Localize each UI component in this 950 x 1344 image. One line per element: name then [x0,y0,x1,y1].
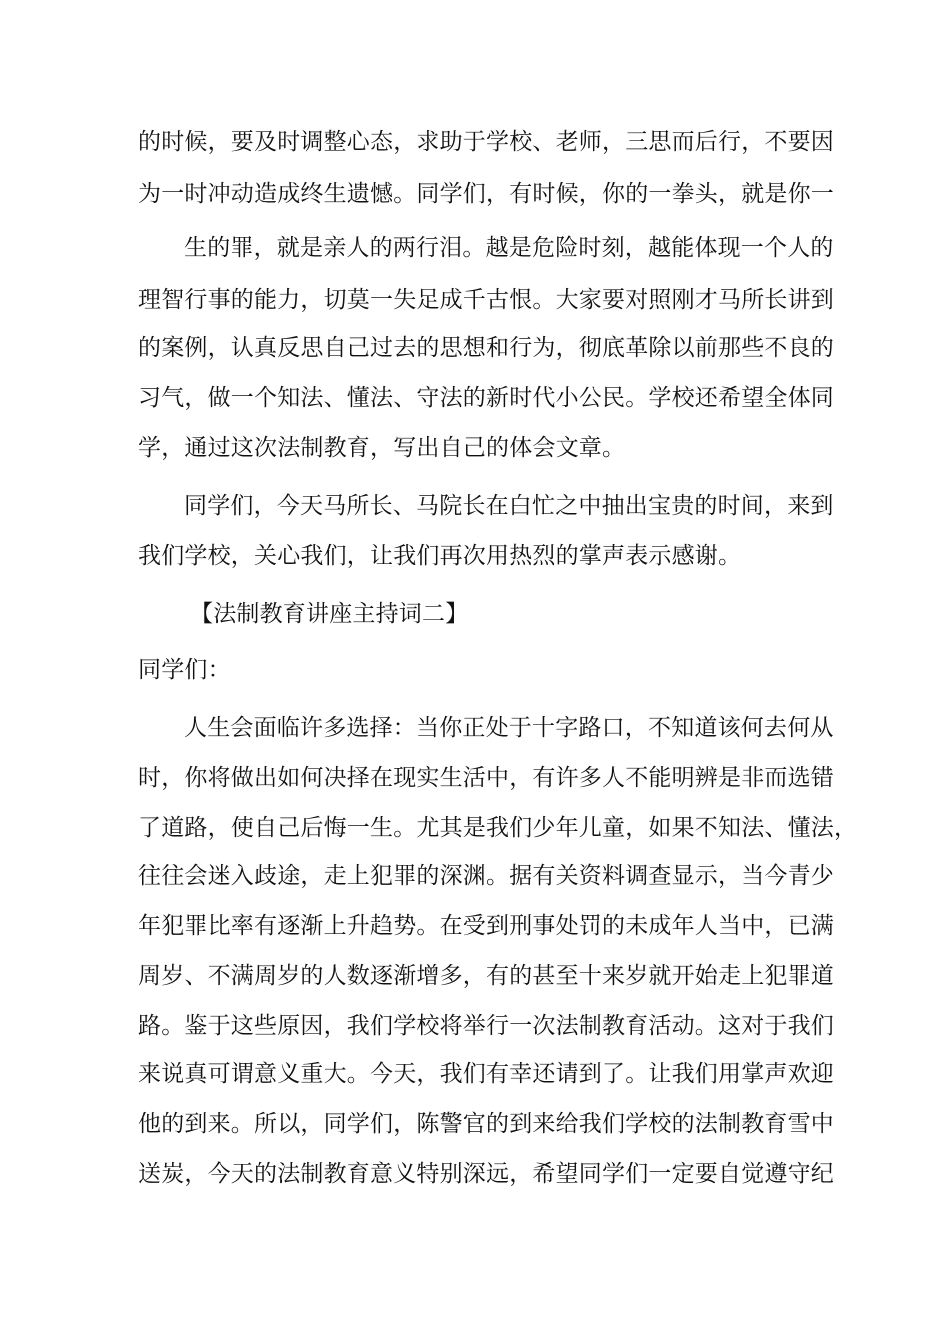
text-line: 周岁、不满周岁的人数逐渐增多，有的甚至十来岁就开始走上犯罪道 [138,963,834,989]
text-line: 同学们，今天马所长、马院长在白忙之中抽出宝贵的时间，来到 [184,493,834,519]
text-line: 他的到来。所以，同学们，陈警官的到来给我们学校的法制教育雪中 [138,1111,834,1137]
text-line: 人生会面临许多选择：当你正处于十字路口，不知道该何去何从 [184,715,834,741]
text-line: 生的罪，就是亲人的两行泪。越是危险时刻，越能体现一个人的 [184,235,834,261]
text-line: 年犯罪比率有逐渐上升趋势。在受到刑事处罚的未成年人当中，已满 [138,913,834,939]
text-line: 来说真可谓意义重大。今天，我们有幸还请到了。让我们用掌声欢迎 [138,1061,834,1087]
text-line: 理智行事的能力，切莫一失足成千古恨。大家要对照刚才马所长讲到 [138,287,834,313]
text-line: 为一时冲动造成终生遗憾。同学们，有时候，你的一拳头，就是你一 [138,181,834,207]
text-line: 学，通过这次法制教育，写出自己的体会文章。 [138,435,626,461]
text-line: 往往会迷入歧途，走上犯罪的深渊。据有关资料调查显示，当今青少 [138,863,834,889]
text-line: 的时候，要及时调整心态，求助于学校、老师，三思而后行，不要因 [138,129,834,155]
text-line: 的案例，认真反思自己过去的思想和行为，彻底革除以前那些不良的 [138,335,834,361]
text-line: 送炭，今天的法制教育意义特别深远，希望同学们一定要自觉遵守纪 [138,1161,834,1187]
text-line: 了道路，使自己后悔一生。尤其是我们少年儿童，如果不知法、懂法， [138,815,858,841]
text-line: 时，你将做出如何决择在现实生活中，有许多人不能明辨是非而选错 [138,765,834,791]
text-line: 路。鉴于这些原因，我们学校将举行一次法制教育活动。这对于我们 [138,1013,834,1039]
section-heading: 【法制教育讲座主持词二】 [190,601,469,627]
text-line: 我们学校，关心我们，让我们再次用热烈的掌声表示感谢。 [138,543,742,569]
text-line: 习气，做一个知法、懂法、守法的新时代小公民。学校还希望全体同 [138,385,834,411]
salutation: 同学们： [138,657,231,683]
